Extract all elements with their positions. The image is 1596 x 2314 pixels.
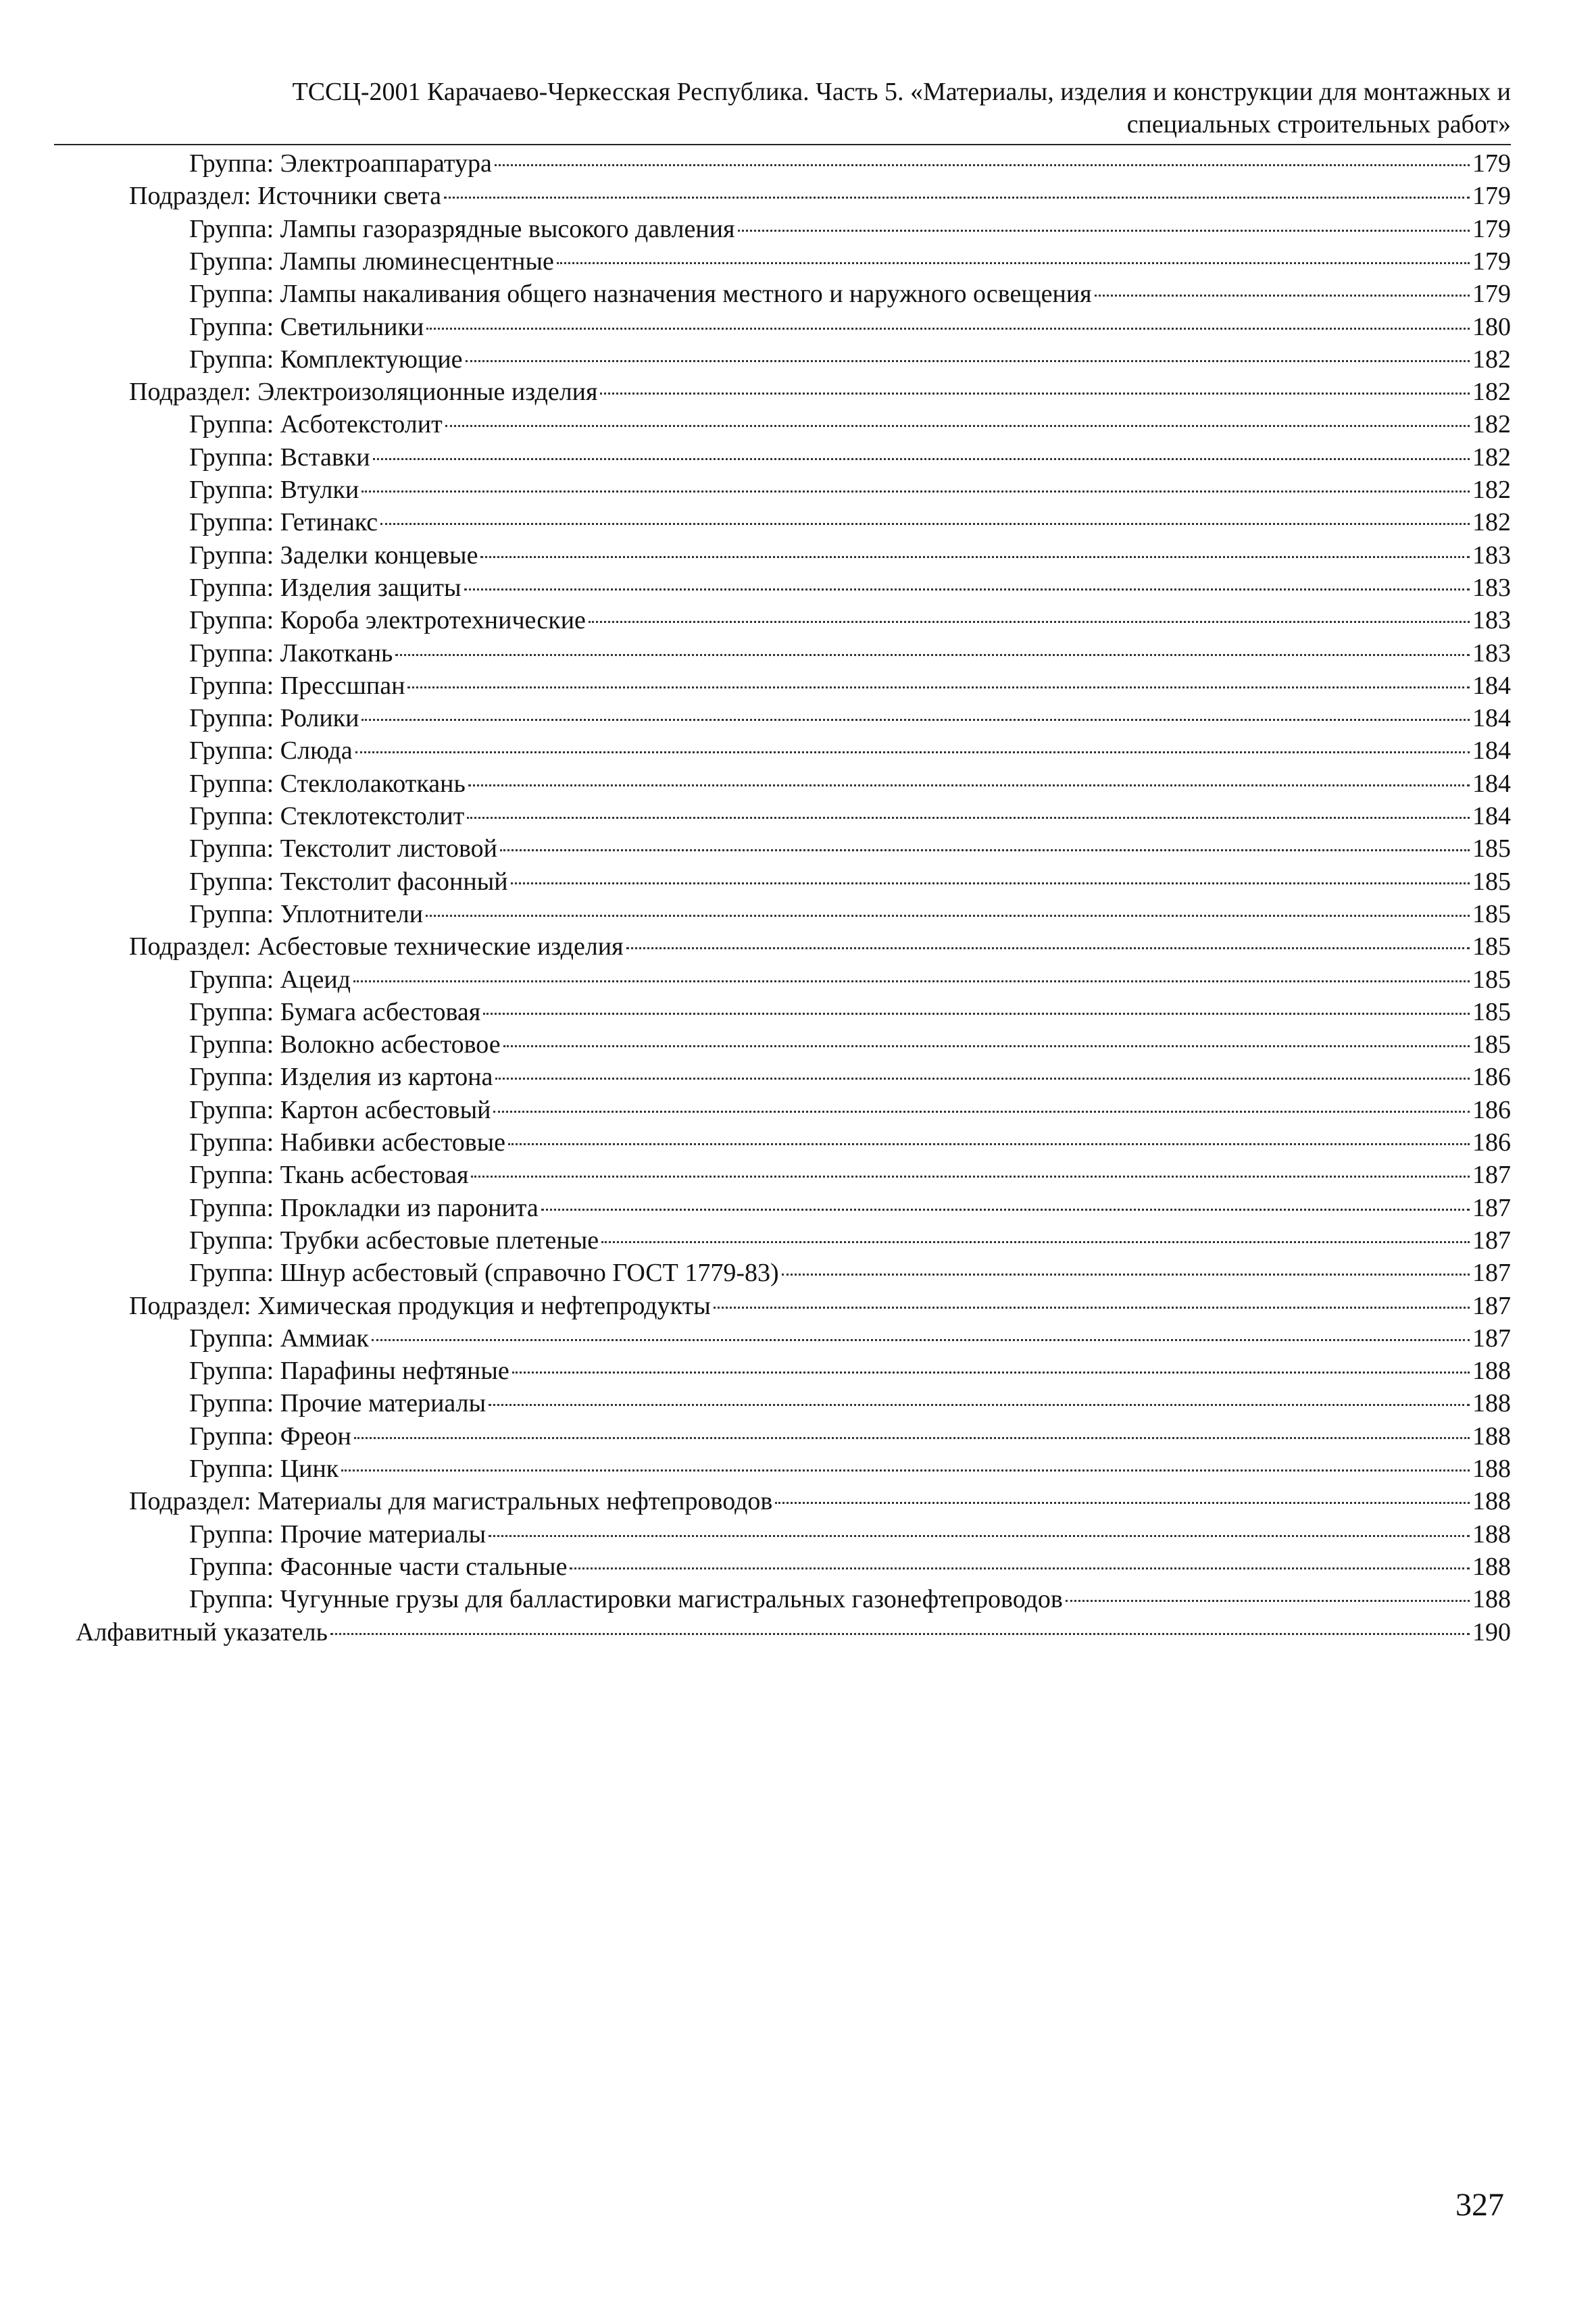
toc-leader-dots [372, 1339, 1470, 1341]
toc-leader-dots [468, 784, 1470, 786]
toc-leader-dots [511, 882, 1470, 884]
toc-entry-page: 183 [1472, 573, 1511, 602]
toc-leader-dots [373, 458, 1470, 460]
toc-leader-dots [330, 1633, 1470, 1635]
toc-leader-dots [601, 1241, 1470, 1243]
toc-leader-dots [738, 230, 1470, 232]
toc-entry-group [189, 474, 1511, 506]
toc-entry-group [189, 1355, 1511, 1387]
toc-leader-dots [570, 1567, 1470, 1569]
toc-leader-dots [775, 1502, 1470, 1504]
toc-entry-group [189, 1126, 1511, 1159]
toc-entry-label: Группа: Гетинакс [189, 508, 378, 537]
toc-entry-group [189, 1094, 1511, 1126]
toc-entry-label: Группа: Асботекстолит [189, 410, 443, 439]
toc-entry-group [189, 898, 1511, 930]
toc-entry-group [189, 832, 1511, 865]
toc-entry-page: 184 [1472, 671, 1511, 700]
toc-entry-label: Группа: Лампы накаливания общего назначения местного и наружного освещения [189, 280, 1092, 309]
toc-entry-group [189, 311, 1511, 343]
toc-leader-dots [361, 491, 1470, 493]
toc-entry-label: Подраздел: Химическая продукция и нефтепродукты [129, 1291, 711, 1320]
toc-entry-page: 183 [1472, 606, 1511, 635]
toc-entry-page: 184 [1472, 704, 1511, 733]
toc-entry-page: 188 [1472, 1519, 1511, 1549]
toc-entry-group [189, 963, 1511, 996]
toc-entry-group [189, 1061, 1511, 1093]
toc-entry-page: 182 [1472, 378, 1511, 407]
toc-entry-label: Группа: Прочие материалы [189, 1389, 487, 1418]
toc-entry-group [189, 1518, 1511, 1551]
toc-leader-dots [407, 686, 1470, 688]
toc-leader-dots [714, 1307, 1470, 1309]
toc-entry-page: 185 [1472, 867, 1511, 896]
toc-leader-dots [489, 1404, 1470, 1406]
toc-entry-group [189, 1583, 1511, 1615]
toc-leader-dots [467, 817, 1470, 819]
toc-entry-label: Группа: Электроаппаратура [189, 149, 492, 178]
toc-entry-group [189, 441, 1511, 474]
toc-entry-label: Группа: Прокладки из паронита [189, 1193, 539, 1222]
toc-entry-page: 187 [1472, 1291, 1511, 1320]
toc-entry-label: Группа: Цинк [189, 1455, 339, 1483]
toc-entry-label: Группа: Светильники [189, 312, 424, 341]
toc-leader-dots [557, 262, 1470, 264]
toc-entry-label: Группа: Короба электротехнические [189, 606, 586, 635]
toc-entry-page: 182 [1472, 410, 1511, 439]
toc-leader-dots [541, 1209, 1470, 1211]
toc-entry-group [189, 1420, 1511, 1453]
toc-entry-label: Группа: Ацеид [189, 965, 351, 994]
toc-entry-subsection [129, 1290, 1511, 1322]
toc-leader-dots [426, 915, 1470, 917]
toc-entry-label: Группа: Текстолит листовой [189, 834, 497, 863]
toc-entry-page: 179 [1472, 247, 1511, 276]
toc-entry-page: 179 [1472, 214, 1511, 243]
toc-entry-group [189, 637, 1511, 670]
toc-leader-dots [489, 1535, 1470, 1537]
toc-entry-label: Группа: Текстолит фасонный [189, 867, 508, 896]
toc-entry-label: Группа: Лампы газоразрядные высокого давления [189, 214, 735, 243]
toc-entry-group [189, 768, 1511, 800]
toc-leader-dots [1066, 1600, 1470, 1602]
toc-entry-page: 185 [1472, 834, 1511, 863]
toc-leader-dots [445, 425, 1470, 427]
toc-entry-page: 187 [1472, 1193, 1511, 1222]
toc-entry-group [189, 670, 1511, 702]
toc-leader-dots [464, 588, 1470, 590]
toc-entry-label: Подраздел: Материалы для магистральных нефтепроводов [129, 1487, 773, 1516]
toc-leader-dots [354, 1437, 1470, 1439]
header-rule [54, 144, 1511, 145]
toc-entry-label: Группа: Фасонные части стальные [189, 1552, 568, 1581]
toc-entry-label: Группа: Втулки [189, 476, 359, 504]
toc-entry-subsection [129, 180, 1511, 212]
toc-entry-group [189, 1257, 1511, 1289]
toc-entry-group [189, 1192, 1511, 1224]
toc-entry-label: Группа: Вставки [189, 443, 370, 472]
toc-entry-group [189, 702, 1511, 734]
toc-leader-dots [466, 360, 1470, 362]
toc-entry-page: 180 [1472, 312, 1511, 341]
toc-entry-label: Группа: Лакоткань [189, 638, 393, 668]
toc-leader-dots [782, 1274, 1470, 1276]
toc-entry-group [189, 147, 1511, 180]
toc-entry-page: 188 [1472, 1585, 1511, 1614]
toc-entry-group [189, 996, 1511, 1028]
toc-entry-group [189, 245, 1511, 278]
toc-entry-page: 184 [1472, 736, 1511, 765]
toc-entry-group [189, 213, 1511, 245]
toc-entry-page: 188 [1472, 1389, 1511, 1418]
toc-leader-dots [512, 1372, 1470, 1374]
toc-leader-dots [503, 1045, 1470, 1047]
toc-entry-page: 182 [1472, 443, 1511, 472]
toc-entry-group [189, 408, 1511, 441]
toc-entry-page: 188 [1472, 1487, 1511, 1516]
toc-leader-dots [508, 1143, 1470, 1145]
toc-entry-page: 183 [1472, 638, 1511, 668]
toc-entry-subsection [129, 376, 1511, 408]
toc-entry-page: 188 [1472, 1357, 1511, 1386]
toc-entry-group [189, 506, 1511, 538]
toc-entry-group [189, 865, 1511, 898]
toc-entry-label: Группа: Стеклотекстолит [189, 802, 465, 830]
toc-leader-dots [361, 719, 1470, 721]
toc-leader-dots [1095, 295, 1470, 297]
toc-entry-label: Группа: Набивки асбестовые [189, 1128, 506, 1157]
toc-entry-subsection [129, 930, 1511, 963]
toc-entry-group [189, 1028, 1511, 1061]
toc-entry-label: Группа: Парафины нефтяные [189, 1357, 509, 1386]
running-header [54, 76, 1511, 141]
toc-entry-index [76, 1616, 1511, 1649]
toc-leader-dots [600, 393, 1470, 395]
toc-entry-page: 182 [1472, 345, 1511, 374]
toc-leader-dots [353, 980, 1470, 982]
toc-entry-group [189, 539, 1511, 572]
toc-entry-page: 179 [1472, 182, 1511, 211]
toc-entry-label: Группа: Ткань асбестовая [189, 1161, 469, 1190]
toc-entry-label: Группа: Волокно асбестовое [189, 1030, 501, 1059]
toc-entry-label: Группа: Слюда [189, 736, 353, 765]
toc-entry-label: Группа: Аммиак [189, 1324, 369, 1353]
toc-entry-group [189, 1551, 1511, 1583]
toc-entry-page: 185 [1472, 965, 1511, 994]
toc-entry-label: Группа: Заделки концевые [189, 540, 478, 570]
toc-leader-dots [495, 1078, 1470, 1080]
toc-entry-subsection [129, 1485, 1511, 1517]
toc-leader-dots [483, 1013, 1470, 1015]
toc-entry-page: 188 [1472, 1552, 1511, 1581]
toc-leader-dots [500, 849, 1470, 851]
toc-entry-page: 182 [1472, 476, 1511, 504]
toc-entry-group [189, 734, 1511, 767]
toc-entry-label: Группа: Комплектующие [189, 345, 463, 374]
toc-entry-group [189, 278, 1511, 310]
toc-entry-page: 182 [1472, 508, 1511, 537]
toc-entry-page: 184 [1472, 769, 1511, 798]
toc-leader-dots [626, 947, 1470, 949]
toc-entry-label: Группа: Стеклолакоткань [189, 769, 466, 798]
header-line-1: ТССЦ-2001 Карачаево-Черкесская Республика. Часть 5. «Материалы, изделия и конструкции для монтажных и [292, 78, 1511, 106]
toc-leader-dots [495, 164, 1470, 166]
toc-entry-page: 186 [1472, 1063, 1511, 1092]
page-number: 327 [1455, 2187, 1504, 2223]
toc-entry-page: 185 [1472, 1030, 1511, 1059]
toc-entry-page: 187 [1472, 1259, 1511, 1288]
toc-entry-label: Группа: Ролики [189, 704, 359, 733]
toc-entry-label: Группа: Изделия защиты [189, 573, 462, 602]
header-line-2: специальных строительных работ» [1126, 110, 1511, 139]
toc-entry-page: 183 [1472, 540, 1511, 570]
toc-entry-page: 186 [1472, 1128, 1511, 1157]
toc-leader-dots [341, 1469, 1470, 1472]
toc-entry-label: Группа: Уплотнители [189, 899, 424, 928]
toc-entry-label: Группа: Чугунные грузы для балластировки магистральных газонефтепроводов [189, 1585, 1063, 1614]
toc-leader-dots [589, 621, 1470, 623]
toc-entry-label: Группа: Бумага асбестовая [189, 997, 481, 1026]
toc-entry-page: 185 [1472, 899, 1511, 928]
toc-entry-label: Алфавитный указатель [76, 1617, 328, 1646]
toc-entry-page: 184 [1472, 802, 1511, 830]
toc-entry-label: Группа: Трубки асбестовые плетеные [189, 1226, 599, 1255]
toc-entry-label: Группа: Фреон [189, 1422, 351, 1451]
toc-leader-dots [380, 523, 1470, 525]
toc-leader-dots [426, 328, 1470, 330]
toc-entry-label: Группа: Прочие материалы [189, 1519, 487, 1549]
toc-entry-label: Группа: Изделия из картона [189, 1063, 493, 1092]
toc-entry-label: Группа: Лампы люминесцентные [189, 247, 554, 276]
toc-entry-page: 179 [1472, 149, 1511, 178]
toc-entry-page: 179 [1472, 280, 1511, 309]
toc-leader-dots [355, 751, 1470, 753]
toc-leader-dots [471, 1176, 1470, 1178]
toc-leader-dots [493, 1111, 1470, 1113]
toc-entry-label: Подраздел: Источники света [129, 182, 441, 211]
toc-entry-group [189, 572, 1511, 604]
toc-entry-page: 187 [1472, 1161, 1511, 1190]
toc-entry-label: Группа: Шнур асбестовый (справочно ГОСТ 1779-83) [189, 1259, 779, 1288]
toc-leader-dots [395, 654, 1470, 656]
toc-entry-label: Группа: Прессшпан [189, 671, 405, 700]
toc-entry-page: 187 [1472, 1324, 1511, 1353]
toc-entry-group [189, 343, 1511, 376]
toc-entry-group [189, 1387, 1511, 1419]
toc-entry-label: Подраздел: Асбестовые технические изделия [129, 932, 624, 961]
toc-entry-label: Группа: Картон асбестовый [189, 1095, 491, 1124]
toc-entry-page: 185 [1472, 997, 1511, 1026]
toc-entry-group [189, 800, 1511, 832]
toc-entry-page: 188 [1472, 1422, 1511, 1451]
toc-entry-group [189, 1322, 1511, 1355]
toc-entry-page: 190 [1472, 1617, 1511, 1646]
toc-entry-page: 187 [1472, 1226, 1511, 1255]
toc-leader-dots [444, 197, 1470, 199]
toc-entry-group [189, 1453, 1511, 1485]
toc-leader-dots [480, 556, 1470, 558]
toc-entry-group [189, 604, 1511, 636]
toc-entry-page: 188 [1472, 1455, 1511, 1483]
toc-entry-group [189, 1224, 1511, 1257]
toc-entry-page: 186 [1472, 1095, 1511, 1124]
toc-entry-label: Подраздел: Электроизоляционные изделия [129, 378, 598, 407]
toc-entry-page: 185 [1472, 932, 1511, 961]
toc-entry-group [189, 1159, 1511, 1191]
